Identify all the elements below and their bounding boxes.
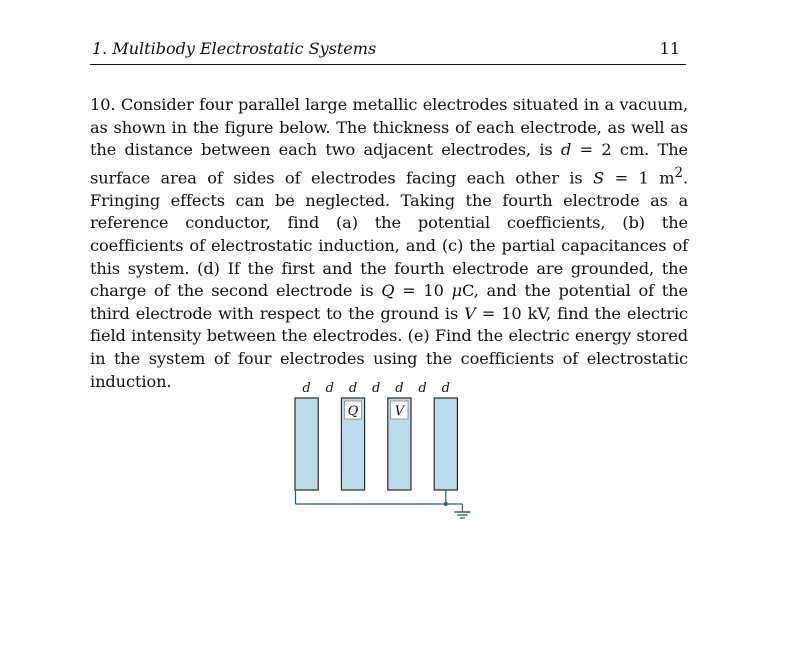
superscript-2: 2 (674, 164, 683, 181)
chapter-title: 1. Multibody Electrostatic Systems (92, 39, 377, 58)
page-header (90, 38, 686, 65)
electrode-1 (295, 398, 318, 490)
electrode-figure (290, 376, 490, 531)
problem-text-part-4: . Fringing effects can be neglected. Taking the fourth electrode as a reference conductor, find (a) the potential coefficients, (b) the coefficients of electrostatic induction, and (c) the partial capacitances of this system. (d) If the first and the fourth electrode are grounded, the charge of the second electrode is (90, 168, 688, 301)
symbol-q: Q (381, 281, 395, 301)
dimension-label-d: d (441, 381, 450, 396)
dimension-label-d: d (395, 381, 404, 396)
problem-10-text (90, 94, 688, 393)
electrode-4 (434, 398, 457, 490)
problem-text-part-1: Consider four parallel large metallic electrodes situated in a vacuum, as shown in the figure below. The thickness of each electrode, as well as the distance between each two adjacent electrodes, is (90, 95, 688, 160)
dimension-label-d: d (418, 381, 427, 396)
electrode-label-v: V (394, 404, 405, 419)
problem-text-part-2: = 2 cm. The surface area of sides of electrodes facing each other is (90, 140, 688, 188)
symbol-v: V (464, 303, 476, 323)
electrode-diagram (290, 376, 490, 531)
symbol-d: d (560, 140, 572, 160)
problem-text-part-6: C, and the potential of the third electrode with respect to the ground is (90, 281, 688, 323)
problem-text-part-3: = 1 m (604, 168, 675, 188)
dimension-label-d: d (325, 381, 334, 396)
problem-text-part-7: = 10 kV, find the electric field intensity between the electrodes. (e) Find the electric energy stored in the system of four electrodes using the coefficients of electrostatic induction. (90, 303, 688, 391)
page-number: 11 (659, 39, 680, 58)
junction-dot (444, 502, 448, 506)
symbol-mu: μ (451, 281, 463, 301)
problem-text-part-5: = 10 (394, 281, 452, 301)
electrode-label-q: Q (347, 404, 359, 419)
dimension-label-d: d (348, 381, 358, 396)
dimension-label-d: d (372, 381, 381, 396)
dimension-label-d: d (302, 381, 311, 396)
problem-number: 10. (90, 95, 116, 114)
symbol-s: S (593, 168, 605, 188)
